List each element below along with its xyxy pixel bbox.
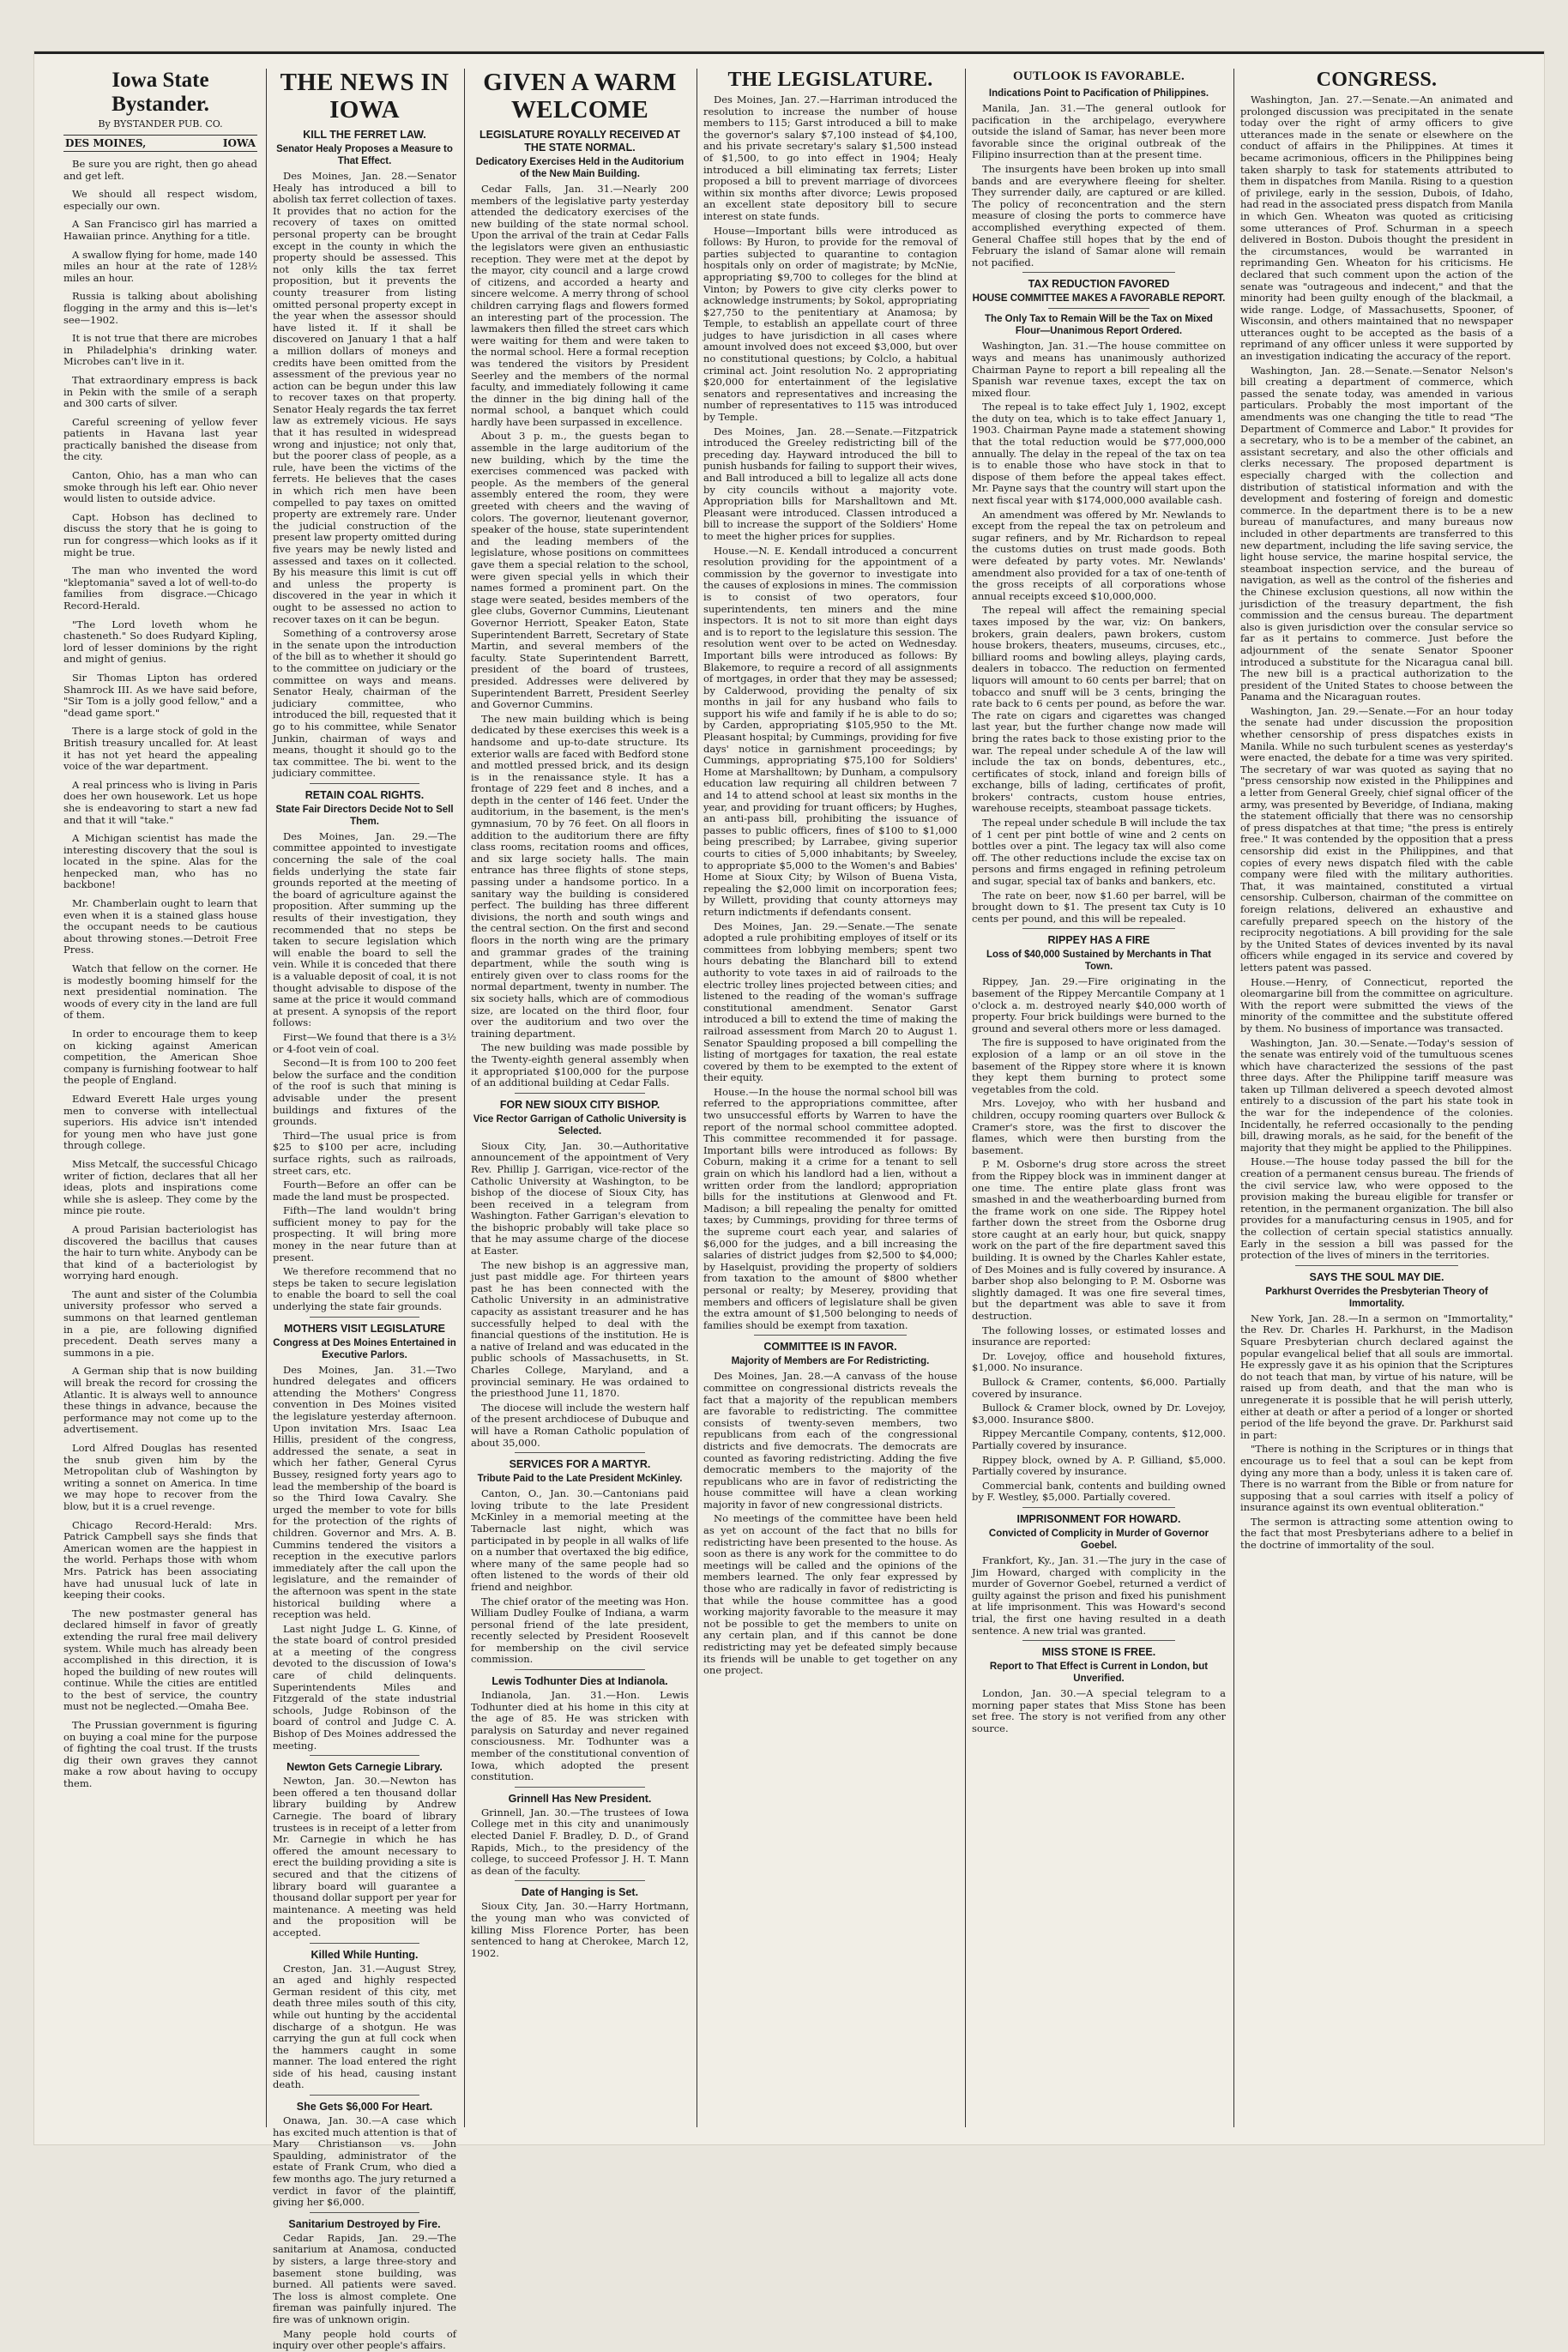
article-paragraph: Rippey Mercantile Company, contents, $12,000. Partially covered by insurance.: [972, 1427, 1226, 1451]
article-subheadline: Convicted of Complicity in Murder of Governor Goebel.: [988, 1528, 1209, 1551]
article-paragraph: No meetings of the committee have been held as yet on account of the fact that no bills for redistricting have been presented to the house. As soon as there is any work for the committee to do meetings will be called and the opinions of the members learned. The only fear expressed by those who are radically in favor of redistricting is that while the house committee has a good working majority favorable to the measure it may not be possible to get the members to unite on any certain plan, and if this cannot be done redistricting may yet be defeated simply because its friends will be unable to get together on any one project.: [703, 1512, 957, 1677]
article-subheadline: Indications Point to Pacification of Philippines.: [988, 88, 1209, 99]
article-paragraph: "There is nothing in the Scriptures or in things that encourage us to feel that a soul can be kept from dying any more than a body, unless it is taken care of. There is no warrant from the Bible or from nature for supposing that a soul carries with itself a policy of insurance against its own eventual obliteration.": [1240, 1443, 1513, 1514]
article-headline: Date of Hanging is Set.: [521, 1886, 639, 1899]
article-paragraph: Newton, Jan. 30.—Newton has been offered a ten thousand dollar library building by Andrew Carnegie. The board of library trustees is in receipt of a letter from Mr. Carnegie in which he has offered the amount necessary to erect the building providing a site is secured and that the citizens of library board will guarantee a thousand dollar support per year for maintenance. A meeting was held and the proposition will be accepted.: [273, 1775, 456, 1939]
paragraph-item: A German ship that is now building will break the record for crossing the Atlantic. It is always well to announce these things in advance, because the performance may not come up to the advertisement.: [63, 1365, 257, 1436]
article-paragraph: House.—Henry, of Connecticut, reported the oleomargarine bill from the committee on agriculture. With the report were submitted the views of the minority of the committee and the substitute offered by them. No business of importance was transacted.: [1240, 975, 1513, 1034]
masthead-state: IOWA: [222, 137, 256, 149]
article-paragraph: Frankfort, Ky., Jan. 31.—The jury in the case of Jim Howard, charged with complicity in the murder of Governor Goebel, returned a verdict of guilty against the prison and fixed his punishment at life imprisonment. This was Howard's second trial, the first one having resulted in a death sentence. A new trial was granted.: [972, 1553, 1226, 1637]
article-headline: SAYS THE SOUL MAY DIE.: [1309, 1270, 1444, 1283]
article-paragraph: Many people hold courts of inquiry over other people's affairs.: [273, 2327, 456, 2352]
paragraph-item: In order to encourage them to keep on kicking against American competition, the American Shoe company is furnishing footwear to half the people of England.: [63, 1028, 257, 1087]
article-paragraph: Des Moines, Jan. 29.—The committee appointed to investigate concerning the sale of the coal fields underlying the state fair grounds reported at the meeting of the board of agriculture against the proposition. After summing up the results of their investigation, they recommended that no steps be taken to secure legislation which will enable the board to sell the vein. While it is conceded that there is a valuable deposit of coal, it is not thought advisable to dispose of the same at the price it would command at present. A synopsis of the report follows:: [273, 829, 456, 1029]
article-paragraph: House.—N. E. Kendall introduced a concurrent resolution providing for the appointment of a commission by the governor to investigate into the causes of explosions in mines. The commission is to consist of two operators, four superintendents, ten miners and the mine inspectors. It is not to sit more than eight days and is to report to the legislature this session. The resolution went over to be acted on Wednesday. Important bills were introduced as follows: By Blakemore, to require a record of all assignments of mortgages, in order that they may be assessed; by Calderwood, providing the penalty of six months in jail for any husband who fails to support his wife and family if he is able to do so; by Carden, appropriating $105,950 to the Mt. Pleasant hospital; by Cummings, providing for five days' notice in garnishment proceedings; by Cummings, appropriating $75,100 for Soldiers' Home at Marshalltown; by Dunham, a compulsory education law requiring all children between 7 and 14 to attend school at least six months in the year, and providing for truant officers; by Hughes, an anti-pass bill, prohibiting the issuance of passes to public officers, fines of $100 to $1,000 being prescribed; by Larrabee, giving superior courts to cities of 5,000 inhabitants; by Sweeley, to appropriate $5,000 to the Women's and Babies' Home at Sioux City; by Wilson of Buena Vista, repealing the $2,000 limit on incorporation fees; by Willett, providing that county attorneys may return indictments if defendants consent.: [703, 544, 957, 918]
article-headline: SERVICES FOR A MARTYR.: [509, 1458, 651, 1471]
article-list: [703, 94, 957, 1677]
article-paragraph: Third—The usual price is from $25 to $100 per acre, including surface rights, such as railroads, street cars, etc.: [273, 1129, 456, 1177]
column-congress: [1240, 69, 1513, 2127]
article-headline: Lewis Todhunter Dies at Indianola.: [492, 1675, 668, 1688]
paragraph-item: Canton, Ohio, has a man who can smoke through his left ear. Ohio never would listen to outside advice.: [63, 469, 257, 505]
top-rule: [34, 51, 1544, 54]
paragraph-item: Chicago Record-Herald: Mrs. Patrick Campbell says she finds that American women are the happiest in the world. Perhaps those with whom Mrs. Patrick has been associating have had unusual luck of late in keeping their cooks.: [63, 1518, 257, 1601]
article-paragraph: We therefore recommend that no steps be taken to secure legislation to enable the board to sell the coal underlying the state fair grounds.: [273, 1265, 456, 1313]
article-paragraph: The repeal under schedule B will include the tax of 1 cent per pint bottle of wine and 2 cents on bottles over a pint. The legacy tax will also come off. The other reductions include the excise tax on persons and firms engaged in refining petroleum and sugar, special tax of banks and bankers, etc.: [972, 817, 1226, 888]
article-paragraph: Rippey, Jan. 29.—Fire originating in the basement of the Rippey Mercantile Company at 1 o'clock a. m. destroyed nearly $40,000 worth of property. Four brick buildings were burned to the ground and several others more or less damaged.: [972, 975, 1226, 1034]
article-paragraph: Second—It is from 100 to 200 feet below the surface and the condition of the roof is such that mining is advisable under the present buildings and fixtures of the grounds.: [273, 1057, 456, 1128]
article-list: [273, 129, 456, 2352]
article-headline: Sanitarium Destroyed by Fire.: [288, 2217, 441, 2230]
section-divider: [310, 2095, 419, 2096]
subhead-divider: [1048, 308, 1149, 309]
section-divider: [310, 2212, 419, 2213]
column-rule: [1233, 69, 1234, 2127]
column-heading: THE NEWS IN IOWA: [280, 69, 449, 124]
article-subheadline: HOUSE COMMITTEE MAKES A FAVORABLE REPORT.: [972, 293, 1226, 305]
article-paragraph: Creston, Jan. 31.—August Strey, an aged and highly respected German resident of this city, met death three miles south of this city, while out hunting by the accidental discharge of a shotgun. He was carrying the gun at full cock when the hammers caught in some manner. The load entered the right side of his head, causing instant death.: [273, 1962, 456, 2091]
masthead-dateline: [63, 135, 257, 152]
paragraph-item: Lord Alfred Douglas has resented the snub given him by the Metropolitan club of Washington by writing a sonnet on America. In time we may hope to recover from the blow, but it is a cruel revenge.: [63, 1442, 257, 1512]
paragraph-item: A real princess who is living in Paris does her own housework. Let us hope she is endeavoring to start a new fad and that it will "take.": [63, 778, 257, 826]
article-paragraph: Something of a controversy arose in the senate upon the introduction of the bill as to whether it should go to the committee on judiciary or the committee on ways and means. Senator Healy, chairman of the judiciary committee, who introduced the bill, requested that it go to his committee, while Senator Junkin, chairman of ways and means, thought it should go to the tax committee. The bi. went to the judiciary committee.: [273, 627, 456, 780]
article-paragraph: Cedar Falls, Jan. 31.—Nearly 200 members of the legislative party yesterday attended the dedicatory exercises of the new building of the state normal school. Upon the arrival of the train at Cedar Falls the legislators were given an enthusiastic reception. They were met at the depot by the mayor, city council and a large crowd of citizens, and accorded a hearty and sincere welcome. A merry throng of school children carrying flags and flowers formed an interesting part of the procession. The lawmakers then filled the street cars which were waiting for them and were taken to the normal school. Here a formal reception was tendered the visitors by President Seerley and the members of the normal faculty, and immediately following it came the dinner in the big dining hall of the normal school, a banquet which could hardly have been surpassed in excellence.: [471, 183, 689, 428]
column-legislature: [703, 69, 957, 2127]
article-paragraph: Washington, Jan. 30.—Senate.—Today's session of the senate was entirely void of the tumultuous scenes which have characterized the sessions of the past three days. After the Philippine tariff measure was taken up Tillman delivered a speech devoted almost entirely to a discussion of the part his state took in the war for the independence of the colonies. Incidentally, he referred occasionally to the pending bill, drawing morals, as he said, for the benefit of the majority that they might be applied to the Philippines.: [1240, 1036, 1513, 1154]
article-paragraph: Washington, Jan. 27.—Senate.—An animated and prolonged discussion was precipitated in the senate today over the right of army officers to give utterances made in the senate or elsewhere on the conduct of affairs in the Philippines. At times it became acrimonious, officers in the Philippines being taken sharply to task for statements attributed to them in dispatches from Manila. Rising to a question of privilege, early in the session, Dubois, of Idaho, had read in the associated press dispatch from Manila in which Gen. Wheaton was quoted as criticising some utterances of Prof. Schurman in a speech delivered in Boston. Dubois thought the president in the circumstances, would be warranted in reprimanding Gen. Wheaton for his criticisms. He declared that such comment upon the action of the senate was "outrageous and indecent," and that the minority had been guilty enough of the blackmail, a wide range. Lodge, of Massachusetts, Spooner, of Wisconsin, and others maintained that no newspaper utterances ought to be accepted as the basis of a reprimand of any officer unless it were supported by an investigation indicating the accuracy of the report.: [1240, 93, 1513, 363]
article-headline: Killed While Hunting.: [311, 1948, 419, 1961]
paragraph-item: Sir Thomas Lipton has ordered Shamrock III. As we have said before, "Sir Tom is a jolly good fellow," and a "dead game sport.": [63, 671, 257, 719]
article-paragraph: Fifth—The land wouldn't bring sufficient money to pay for the prospecting. It will bring more money in the near future than at present.: [273, 1204, 456, 1263]
article-paragraph: The sermon is attracting some attention owing to the fact that most Presbyterians adhere to a belief in the doctrine of immortality of the soul.: [1240, 1515, 1513, 1552]
paragraph-item: The man who invented the word "kleptomania" saved a lot of well-to-do families from disgrace.—Chicago Record-Herald.: [63, 564, 257, 612]
column-heading: CONGRESS.: [1316, 69, 1438, 91]
newspaper-page: [34, 51, 1544, 2352]
article-paragraph: First—We found that there is a 3½ or 4-foot vein of coal.: [273, 1030, 456, 1055]
section-divider: [310, 1943, 419, 1944]
article-paragraph: About 3 p. m., the guests began to assemble in the large auditorium of the new building, which by the time the exercises commenced was packed with people. As the members of the general assembly entered the room, they were greeted with cheers and the waving of colors. The governor, lieutenant governor, speaker of the house, state superintendent and the leading members of the legislature, whose positions on committees gave them a special relation to the school, were given special yells in which their names formed a prominent part. On the stage were seated, besides members of the glee clubs, Governor Cummins, Lieutenant Governor Herriott, Speaker Eaton, State Superintendent Barrett, Secretary of State Martin, and several members of the faculty. State Superintendent Barrett, president of the board of trustees, presided. Addresses were delivered by Superintendent Barrett, President Seerley and Governor Cummins.: [471, 430, 689, 711]
section-divider: [1022, 928, 1175, 929]
article-subheadline: Parkhurst Overrides the Presbyterian Theory of Immortality.: [1265, 1286, 1488, 1309]
section-divider: [1022, 1507, 1175, 1508]
masthead-title: Iowa State Bystander.: [112, 69, 209, 116]
paragraph-item: A Michigan scientist has made the interesting discovery that the soul is located in the spine. Alas for the henpecked man, who has no backbone!: [63, 832, 257, 891]
paragraph-item: Be sure you are right, then go ahead and get left.: [63, 158, 257, 182]
article-paragraph: Bullock & Cramer, contents, $6,000. Partially covered by insurance.: [972, 1376, 1226, 1400]
article-paragraph: Commercial bank, contents and building owned by F. Westley, $5,000. Partially covered.: [972, 1479, 1226, 1504]
article-paragraph: Des Moines, Jan. 29.—Senate.—The senate adopted a rule prohibiting employes of itself or its committees from lobbying members; spent two hours debating the Blanchard bill to extend authority to vote taxes in aid of railroads to the electric trolley lines projected between cities; and listened to the reading of the woman's suffrage constitutional amendment. Senator Garst introduced a bill to extend the time of making the railroad assessment from March 20 to August 1. Senator Spaulding proposed a bill compelling the listing of mortgages for taxation, the real estate covered by them to be exempted to the extent of their equity.: [703, 920, 957, 1084]
column-heading: THE LEGISLATURE.: [727, 69, 933, 91]
article-headline: TAX REDUCTION FAVORED: [1028, 278, 1170, 291]
article-paragraph: Last night Judge L. G. Kinne, of the state board of control presided at a meeting of the congress devoted to the discussion of Iowa's care of child delinquents. Superintendents Miles and Fitzgerald of the state industrial schools, Judge Robinson of the board of control and Judge C. A. Bishop of Des Moines addressed the meeting.: [273, 1622, 456, 1752]
article-paragraph: Indianola, Jan. 31.—Hon. Lewis Todhunter died at his home in this city at the age of 85. He was stricken with paralysis on Saturday and never regained consciousness. Mr. Todhunter was a member of the constitutional convention of Iowa, which adopted the present constitution.: [471, 1689, 689, 1783]
article-paragraph: Des Moines, Jan. 27.—Harriman introduced the resolution to increase the number of house members to 115; Garst introduced a bill to make the governor's salary $7,100 instead of $4,100, and his private secretary's salary $1,500 instead of $1,500, to go into effect in 1904; Healy introduced a bill eliminating tax ferrets; Lister proposed a bill to prevent marriage of divorcees within six months after divorce; Lewis proposed an excellent state depository bill to secure interest on state funds.: [703, 93, 957, 222]
article-paragraph: Des Moines, Jan. 28.—A canvass of the house committee on congressional districts reveals the fact that a majority of the republican members are favorable to redistricting. The committee consists of twenty-seven members, two republicans from each of the congressional districts and five democrats. The democrats are counted as favoring redistricting. Adding the five democratic members to the majority of the republicans who are in favor of redistricting the house committee will have a clean working majority in favor of new congressional districts.: [703, 1370, 957, 1511]
section-divider: [515, 1093, 645, 1094]
section-divider: [1022, 1640, 1175, 1641]
article-subheadline: Senator Healy Proposes a Measure to That Effect.: [276, 144, 453, 166]
article-paragraph: The diocese will include the western half of the present archdiocese of Dubuque and will have a Roman Catholic population of about 35,000.: [471, 1401, 689, 1449]
masthead-publisher: By BYSTANDER PUB. CO.: [98, 118, 223, 130]
article-paragraph: The rate on beer, now $1.60 per barrel, will be brought down to $1. The present tax Cuty is 10 cents per pound, and this will be repealed.: [972, 889, 1226, 925]
article-paragraph: Sioux City, Jan. 30.—Authoritative announcement of the appointment of Very Rev. Phillip J. Garrigan, vice-rector of the Catholic University at Washington, to be bishop of the diocese of Sioux City, has been received in a telegram from Washington. Father Garrigan's elevation to the bishopric probably will take place so that he may assume charge of the diocese at Easter.: [471, 1139, 689, 1257]
article-paragraph: Fourth—Before an offer can be made the land must be prospected.: [273, 1179, 456, 1203]
section-divider: [515, 1452, 645, 1453]
article-headline: MOTHERS VISIT LEGISLATURE: [284, 1322, 445, 1335]
paragraph-item: Miss Metcalf, the successful Chicago writer of fiction, declares that all her ideas, plots and inspirations come while she is asleep. They come by the mince pie route.: [63, 1157, 257, 1217]
column-heading: OUTLOOK IS FAVORABLE.: [1012, 69, 1185, 83]
article-paragraph: London, Jan. 30.—A special telegram to a morning paper states that Miss Stone has been set free. The story is not verified from any other source.: [972, 1687, 1226, 1734]
article-paragraph: The new bishop is an aggressive man, just past middle age. For thirteen years past he has been connected with the Catholic University in an administrative capacity as assistant treasurer and he has successfully helped to deal with the financial questions of the institution. He is a native of Ireland and was educated in the public schools of Massachusetts, in St. Charles College, Maryland, and a provincial seminary. He was ordained to the priesthood June 11, 1870.: [471, 1258, 689, 1400]
column-heading: GIVEN A WARM WELCOME: [483, 69, 677, 124]
article-paragraph: The new building was made possible by the Twenty-eighth general assembly when it appropriated $100,000 for the purpose of an additional building at Cedar Falls.: [471, 1041, 689, 1089]
article-paragraph: Des Moines, Jan. 31.—Two hundred delegates and officers attending the Mothers' Congress convention in Des Moines visited the legislature yesterday afternoon. Upon invitation Mrs. Isaac Lea Hillis, president of the congress, addressed the senate, a seat in which her father, General Cyrus Bussey, resigned forty years ago to lead the membership of the board is so the Third Iowa Cavalry. She urged the member to vote for bills for the protection of the rights of children. Governor and Mrs. A. B. Cummins tendered the visitors a reception in the executive parlors immediately after the call upon the legislature, and the remainder of the afternoon was spent in the state historical building where a reception was held.: [273, 1363, 456, 1621]
column-rule: [464, 69, 465, 2127]
article-paragraph: Canton, O., Jan. 30.—Cantonians paid loving tribute to the late President McKinley in a memorial meeting at the Tabernacle last night, which was participated in by people in all walks of life on a number that overtaxed the big edifice, where many of the same people had so often listened to the words of their old friend and neighbor.: [471, 1487, 689, 1593]
article-paragraph: An amendment was offered by Mr. Newlands to except from the repeal the tax on petroleum and sugar refiners, and by Mr. Richardson to repeal the customs duties on trust made goods. Both were defeated by party votes. Mr. Newlands' amendment also provided for a tax of one-tenth of the gross receipts of all corporations whose annual receipts exceed $10,000,000.: [972, 508, 1226, 602]
paragraph-item: "The Lord loveth whom he chasteneth." So does Rudyard Kipling, lord of lesser dominions by the right and might of genius.: [63, 618, 257, 666]
section-divider: [515, 1787, 645, 1788]
paragraph-item: There is a large stock of gold in the British treasury uncalled for. At least it has not yet heard the appealing voice of the war department.: [63, 725, 257, 773]
section-divider: [310, 1755, 419, 1756]
article-headline: LEGISLATURE ROYALLY RECEIVED AT THE STATE NORMAL.: [479, 129, 681, 154]
article-paragraph: Washington, Jan. 29.—Senate.—For an hour today the senate had under discussion the proposition whether censorship of press dispatches exists in Manila. While no such turbulent scenes as yesterday's were enacted, the debate for a time was very spirited. The secretary of war was quoted as saying that no "press censorship now existed in the Philippines and a letter from General Greely, chief signal officer of the army, was presented by Beveridge, of Indiana, making the statement officially that there was no censorship of press dispatches at that time; "the press is entirely free." It was contended by the opposition that a press censorship did exist in the Philippines, and that copies of every news dispatch filed with the cable company were filed with the military authorities. That, it was maintained, constituted a virtual censorship. Culberson, chairman of the committee on foreign relations, delivered an exhaustive and carefully prepared speech on the history of the reciprocity negotiations. A bill providing for the sale by the United States of devices invented by its naval officers while engaged in its service and covered by letters patent was passed.: [1240, 704, 1513, 974]
paragraph-item: Capt. Hobson has declined to discuss the story that he is going to run for congress—which looks as if it might be true.: [63, 510, 257, 558]
column-bystander: [63, 69, 257, 2127]
article-paragraph: Des Moines, Jan. 28.—Senate.—Fitzpatrick introduced the Greeley redistricting bill of the preceding day. Hayward introduced the bill to punish husbands for failing to support their wives, and Ball introduced a bill to legalize all acts done by city councils without a majority vote. Appropriation bills for Marshalltown and Mt. Pleasant were introduced. Classen introduced a bill to increase the support of the Soldiers' Home to meet the higher prices for supplies.: [703, 425, 957, 542]
article-paragraph: House.—In the house the normal school bill was referred to the appropriations committee, after two unsuccessful efforts by Warren to have the report of the normal school committee adopted. This committee recommended it for passage. Important bills were introduced as follows: By Coburn, making it a crime for a tenant to sell grain on which his landlord had a lien, without a written order from the landlord; appropriation bills for the institutions at Glenwood and Ft. Madison; a bill repealing the penalty for omitted taxes; by Cummings, providing for three terms of the supreme court each year, and salaries of $6,000 for the judges, and a bill increasing the salaries of district judges from $2,500 to $4,000; by Haselquist, providing the property of soldiers from taxation to the amount of $800 whether personal or realty; by Meserey, providing that members and officers of legislature shall be given the extra amount of $1,500 belonging to needs of families should be exempt from taxation.: [703, 1085, 957, 1331]
article-paragraph: New York, Jan. 28.—In a sermon on "Immortality," the Rev. Dr. Charles H. Parkhurst, in the Madison Square Presbyterian church declared against the popular evangelical belief that all souls are immortal. He expressly gave it as his opinion that the Scriptures do not teach that man, by virtue of his nature, will be raised up from death, and that the man who is unregenerate it is possible that he will perish utterly, either at death or after a period of a longer or shorted period of the life beyond the grave. Dr. Parkhurst said in part:: [1240, 1312, 1513, 1441]
paragraph-item: A proud Parisian bacteriologist has discovered the bacillus that causes the hair to turn white. Anybody can be that kind of a bacteriologist by worrying hard enough.: [63, 1222, 257, 1282]
column-rule: [965, 69, 966, 2127]
section-divider: [515, 1880, 645, 1881]
article-subheadline: Vice Rector Garrigan of Catholic University is Selected.: [473, 1113, 687, 1137]
article-headline: MISS STONE IS FREE.: [1041, 1646, 1156, 1659]
paragraph-list: [63, 159, 257, 1790]
article-paragraph: Manila, Jan. 31.—The general outlook for pacification in the archipelago, everywhere outside the island of Samar, has never been more favorable since the original outbreak of the Filipino insurrection than at the present time.: [972, 102, 1226, 161]
article-paragraph: Des Moines, Jan. 28.—Senator Healy has introduced a bill to abolish tax ferret collection of taxes. It provides that no action for the recovery of taxes on omitted personal property can be brought except in the county in which the property should be assessed. This not only kills the tax ferret proposition, but it prevents the county treasurer from listing omitted personal property except in the year when the assessor should have listed it. If it shall be discovered on January 1 that a half a million dollars of moneys and credits have been omitted from the assessment of the previous year no action can be begun under this law to recover taxes on that property. Senator Healy regards the tax ferret law as extremely vicious. He says that it has resulted in widespread wrong and injustice; not only that, but the poorer class of people, as a rule, have been the victims of the ferrets. He believes that the cases in which rich men have been compelled to pay taxes on omitted property are extremely rare. Under the judicial construction of the present law property omitted during five years may be newly listed and assessed and taxes on it collected. By his measure this limit is cut off and unless the property is discovered in the year in which it ought to be assessed no action to recover taxes on it can be begun.: [273, 170, 456, 625]
article-list: [1240, 94, 1513, 1552]
paragraph-item: Edward Everett Hale urges young men to converse with intellectual superiors. His advice isn't intended for young men who have just gone through college.: [63, 1092, 257, 1152]
article-subheadline: Tribute Paid to the Late President McKinley.: [477, 1474, 683, 1485]
paragraph-item: Mr. Chamberlain ought to learn that even when it is a stained glass house the occupant needs to be cautious about throwing stones.—Detroit Free Press.: [63, 897, 257, 956]
column-outlook: [972, 69, 1226, 2127]
article-subheadline: State Fair Directors Decide Not to Sell Them.: [275, 804, 454, 827]
column-news-in-iowa: [273, 69, 456, 2352]
article-paragraph: Onawa, Jan. 30.—A case which has excited much attention is that of Mary Christianson vs. John Spaulding, administrator of the estate of Frank Crum, who died a few months ago. The jury returned a verdict in favor of the plaintiff, giving her $6,000.: [273, 2114, 456, 2209]
article-subheadline: Report to That Effect is Current in London, but Unverified.: [989, 1661, 1209, 1685]
article-headline: Newton Gets Carnegie Library.: [286, 1761, 443, 1774]
article-subheadline-2: The Only Tax to Remain Will be the Tax on Mixed Flour—Unanimous Report Ordered.: [985, 314, 1213, 337]
article-paragraph: The fire is supposed to have originated from the explosion of a lamp or an oil stove in the basement of the Rippey store where it is known they kept them burning to protect some vegetables from the cold.: [972, 1036, 1226, 1095]
paragraph-item: The Prussian government is figuring on buying a coal mine for the purpose of fighting the coal trust. If the trusts dig their own graves they cannot make a row about having to occupy them.: [63, 1719, 257, 1790]
article-subheadline: Loss of $40,000 Sustained by Merchants in That Town.: [986, 950, 1212, 973]
paragraph-item: A swallow flying for home, made 140 miles an hour at the rate of 128½ miles an hour.: [63, 248, 257, 284]
article-paragraph: Dr. Lovejoy, office and household fixtures, $1,000. No insurance.: [972, 1349, 1226, 1374]
section-divider: [1022, 272, 1175, 273]
section-divider: [1295, 1265, 1459, 1266]
article-headline: KILL THE FERRET LAW.: [303, 129, 426, 141]
article-paragraph: Bullock & Cramer block, owned by Dr. Lovejoy, $3,000. Insurance $800.: [972, 1402, 1226, 1426]
masthead-city: DES MOINES,: [65, 137, 147, 149]
article-paragraph: Washington, Jan. 28.—Senate.—Senator Nelson's bill creating a department of commerce, which passed the senate today, was amended in various particulars. Probably the most important of the amendments was one changing the title to read "The Department of Commerce and Labor." It provides for a secretary, who is to be a member of the cabinet, an assistant secretary, and also the other officials and clerks necessary. The proposed department is especially charged with the collection and distribution of statistical information and with the development and fostering of foreign and domestic commerce. In the department there is to be a new bureau of manufactures, and many bureaus now included in other departments are transferred to this new department, including the life saving service, the light house service, the marine hospital service, the steamboat inspection service, and the bureau of navigation, as well as the control of the fisheries and the Chinese exclusion questions, all now within the jurisdiction of the treasury department, the fish commission and the census bureau. The department also is given jurisdiction over the consular service so far as it pertains to commerce. Just before the adjournment of the senate Senator Spooner introduced a substitute for the Nicaragua canal bill. The new bill is a practical authorization to the president of the United States to choose between the Panama and the Nicaraguan routes.: [1240, 364, 1513, 703]
article-headline: RETAIN COAL RIGHTS.: [305, 788, 425, 801]
article-paragraph: Sioux City, Jan. 30.—Harry Hortmann, the young man who was convicted of killing Miss Florence Porter, has been sentenced to hang at Cherokee, March 12, 1902.: [471, 1900, 689, 1959]
column-warm-welcome: [471, 69, 689, 2127]
paragraph-item: We should all respect wisdom, especially our own.: [63, 188, 257, 212]
article-paragraph: The repeal is to take effect July 1, 1902, except the duty on tea, which is to take effect January 1, 1903. Chairman Payne made a statement showing that the total reduction would be $77,000,000 annually. The delay in the repeal of the tax on tea is to enable those who have stock in that to dispose of them before the appeal takes effect. Mr. Payne says that the country will start upon the next fiscal year with $174,000,000 available cash.: [972, 401, 1226, 507]
article-headline: IMPRISONMENT FOR HOWARD.: [1016, 1512, 1181, 1525]
article-paragraph: Cedar Rapids, Jan. 29.—The sanitarium at Anamosa, conducted by sisters, a large three-story and basement stone building, was burned. All patients were saved. The loss is almost complete. One fireman was painfully injured. The fire was of unknown origin.: [273, 2231, 456, 2325]
article-headline: COMMITTEE IS IN FAVOR.: [763, 1341, 897, 1354]
article-paragraph: The following losses, or estimated losses and insurance are reported:: [972, 1324, 1226, 1348]
section-divider: [754, 1335, 907, 1336]
article-paragraph: Grinnell, Jan. 30.—The trustees of Iowa College met in this city and unanimously elected Daniel F. Bradley, D. D., of Grand Rapids, Mich., to the presidency of the college, to succeed Professor J. H. T. Mann as dean of the faculty.: [471, 1806, 689, 1877]
article-subheadline: Majority of Members are For Redistricting.: [731, 1356, 930, 1367]
article-list: [471, 129, 689, 1959]
article-paragraph: The chief orator of the meeting was Hon. William Dudley Foulke of Indiana, a warm personal friend of the late president, recently selected by President Roosevelt for membership on the civil service commission.: [471, 1595, 689, 1666]
article-paragraph: Rippey block, owned by A. P. Gilliand, $5,000. Partially covered by insurance.: [972, 1453, 1226, 1478]
article-headline: FOR NEW SIOUX CITY BISHOP.: [499, 1098, 660, 1111]
paragraph-item: Careful screening of yellow fever patients in Havana last year practically banished the disease from the city.: [63, 415, 257, 463]
article-subheadline: Dedicatory Exercises Held in the Auditorium of the New Main Building.: [475, 157, 684, 179]
article-subheadline: Congress at Des Moines Entertained in Executive Parlors.: [273, 1337, 456, 1360]
paragraph-item: The aunt and sister of the Columbia university professor who served a summons on that learned gentleman in a pie, are following dignified precedent. Death serves many a summons in a pie.: [63, 1288, 257, 1359]
article-headline: Grinnell Has New President.: [508, 1792, 652, 1805]
article-paragraph: Mrs. Lovejoy, who with her husband and children, occupy rooming quarters over Bullock & Cramer's store, was the first to discover the flames, which were then bursting from the basement.: [972, 1097, 1226, 1156]
section-divider: [310, 1317, 419, 1318]
paragraph-item: The new postmaster general has declared himself in favor of greatly extending the rural free mail delivery system. While much has already been accomplished in this direction, it is hoped the building of new routes will continue. While the cities are entitled to the best of service, the country must not be neglected.—Omaha Bee.: [63, 1607, 257, 1713]
paragraph-item: It is not true that there are microbes in Philadelphia's drinking water. Microbes can't live in it.: [63, 332, 257, 368]
article-headline: She Gets $6,000 For Heart.: [296, 2101, 433, 2114]
article-headline: RIPPEY HAS A FIRE: [1047, 934, 1150, 947]
article-paragraph: House.—The house today passed the bill for the creation of a permanent census bureau. The friends of the civil service law, who were opposed to the provision making the bureau eligible for transfer or retention, in the permanent organization. The bill also provides for a manufacturing census in 1905, and for the collection of certain special statistics annually. Early in the session a bill was passed for the protection of the lives of miners in the territories.: [1240, 1155, 1513, 1262]
column-rule: [266, 69, 267, 2127]
article-paragraph: Washington, Jan. 31.—The house committee on ways and means has unanimously authorized Chairman Payne to report a bill repealing all the Spanish war revenue taxes, except the tax on mixed flour.: [972, 340, 1226, 399]
article-paragraph: The repeal will affect the remaining special taxes imposed by the war, viz: On bankers, brokers, grain dealers, pawn brokers, custom house brokers, theaters, museums, circuses, etc., billiard rooms and bowling alleys, playing cards, dealers in tobacco. The reduction on fermented liquors will amount to 60 cents per barrel; that on tobacco and snuff will be 3 cents, bringing the rate back to 6 cents per pound, as before the war. The rate on cigars and cigarettes was changed last year, but the further change now made will bring the rates back to those existing prior to the war. The repeal under schedule A of the law will include the tax on bonds, debentures, etc., certificates of stock, inland and foreign bills of exchange, bills of lading, certificates of profit, brokers' contracts, custom house entries, warehouse receipts, steamboat passage tickets.: [972, 604, 1226, 815]
paragraph-item: That extraordinary empress is back in Pekin with the smile of a seraph and 300 carts of silver.: [63, 373, 257, 410]
article-list: [972, 87, 1226, 1734]
article-paragraph: The new main building which is being dedicated by these exercises this week is a handsome and up-to-date structure. Its exterior walls are faced with Bedford stone and mottled pressed brick, and its design is in the renaissance style. It has a frontage of 229 feet and 8 inches, and a depth in the center of 146 feet. Under the auditorium, in the basement, is the men's gymnasium, 70 by 76 feet. On all floors in addition to the auditorium there are fifty class rooms, recitation rooms and offices, and six large society halls. The main entrance has three flights of stone steps, passing under a handsome portico. In a sanitary way the building is considered perfect. The building has three different divisions, the north and south wings and the central section. On the first and second floors in the north wing are the primary and grammar grades of the training department, while the south wing is entirely given over to class rooms for the normal department, twenty in number. The six society halls, which are of commodious size, are located on the third floor, four over the auditorium and two over the training department.: [471, 712, 689, 1040]
paragraph-item: Watch that fellow on the corner. He is modestly booming himself for the next presidential nomination. The woods of every city in the land are full of them.: [63, 962, 257, 1022]
article-paragraph: P. M. Osborne's drug store across the street from the Rippey block was in imminent danger at one time. The entire plate glass front was smashed in and the weatherboarding burned from the frame work on one side. The Rippey hotel farther down the street from the Osborne drug store caught at an early hour, but quick, snappy work on the part of the fire department saved this building. It is owned by the Charles Kahler estate, of Des Moines and is fully covered by insurance. A barber shop also belonging to P. M. Osborne was slightly damaged. It was one fire several times, but the department was able to save it from destruction.: [972, 1158, 1226, 1323]
article-paragraph: The insurgents have been broken up into small bands and are everywhere fleeing for shelter. They surrender daily, are captured or are killed. The policy of reconcentration and the stern measure of closing the ports to commerce have accomplished everything expected of them. General Chaffee still hopes that by the end of February the island of Samar alone will remain not pacified.: [972, 162, 1226, 268]
paragraph-item: Russia is talking about abolishing flogging in the army and this is—let's see—1902.: [63, 290, 257, 326]
article-paragraph: House—Important bills were introduced as follows: By Huron, to provide for the removal of parties subjected to quarantine to contagion hospitals only on order of magistrate; by McNie, appropriating $9,700 to colleges for the blind at Vinton; by Powers to give city clerks power to acknowledge instruments; by Sokol, appropriating $27,750 to the penitentiary at Anamosa; by Temple, to establish an appellate court of three judges to have jurisdiction in all cases where amount involved does not exceed $3,000, but over no constitutional questions; by Colclo, a habitual criminal act. Joint resolution No. 2 appropriating $20,000 for entertainment of the legislative senators and representatives and increasing the number of representatives to 115 was introduced by Temple.: [703, 224, 957, 424]
paragraph-item: A San Francisco girl has married a Hawaiian prince. Anything for a title.: [63, 218, 257, 242]
section-divider: [515, 1669, 645, 1670]
section-divider: [310, 783, 419, 784]
